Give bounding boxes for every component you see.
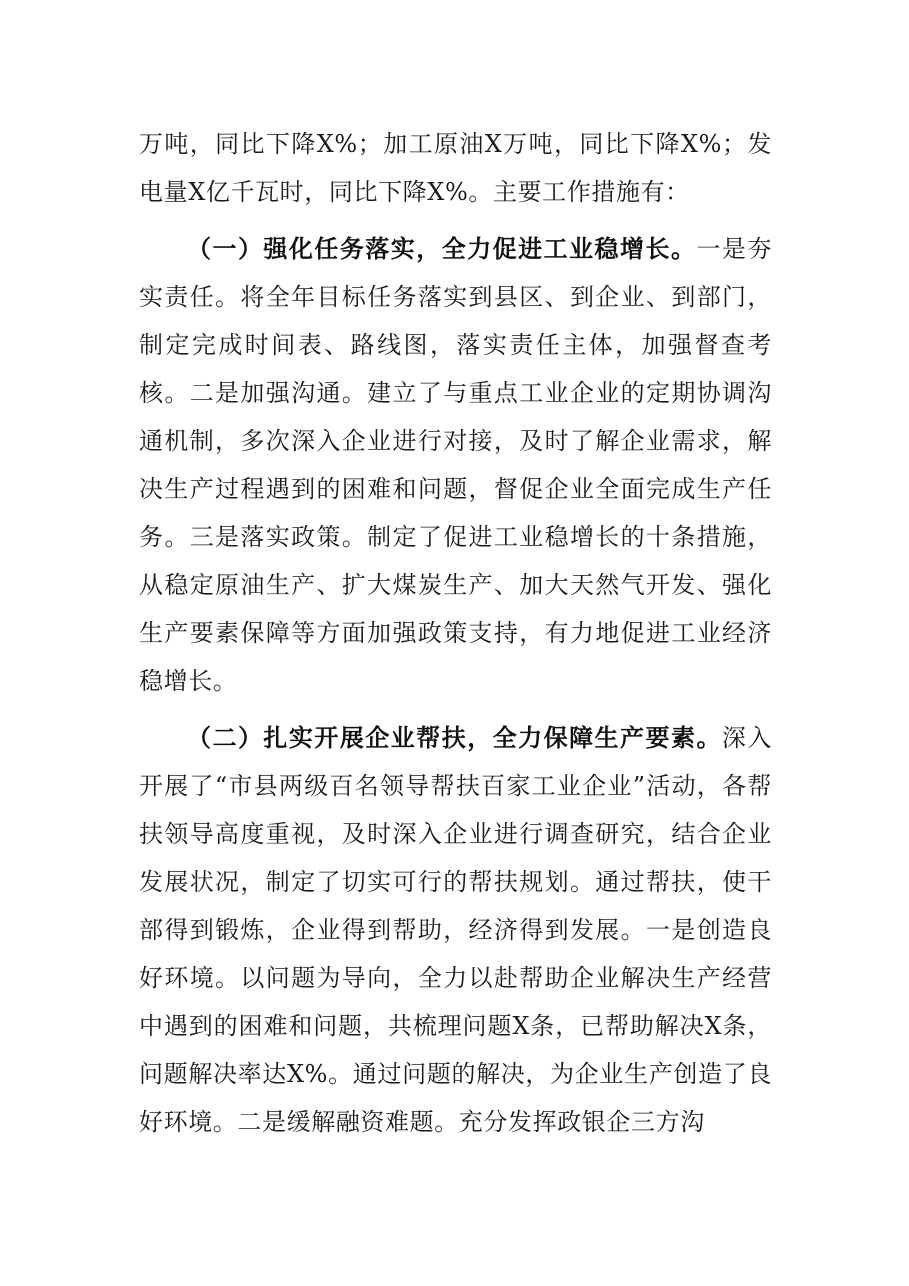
paragraph-section-1	[139, 225, 772, 705]
section-heading-1: （一）强化任务落实，全力促进工业稳增长。	[187, 234, 697, 263]
paragraph-continuation	[139, 120, 772, 216]
document-body	[139, 120, 772, 1146]
paragraph-section-2	[139, 714, 772, 1146]
paragraph-text: 万吨，同比下降X%；加工原油X万吨，同比下降X%；发电量X亿千瓦时，同比下降X%。主要工作措施有：	[139, 130, 772, 206]
section-heading-2: （二）扎实开展企业帮扶，全力保障生产要素。	[187, 723, 722, 752]
paragraph-text: 一是夯实责任。将全年目标任务落实到县区、到企业、到部门，制定完成时间表、路线图，落实责任主体，加强督查考核。二是加强沟通。建立了与重点工业企业的定期协调沟通机制，多次深入企业进行对接，及时了解企业需求，解决生产过程遇到的困难和问题，督促企业全面完成生产任务。三是落实政策。制定了促进工业稳增长的十条措施，从稳定原油生产、扩大煤炭生产、加大天然气开发、强化生产要素保障等方面加强政策支持，有力地促进工业经济稳增长。	[139, 235, 772, 695]
paragraph-text: 深入开展了“市县两级百名领导帮扶百家工业企业”活动，各帮扶领导高度重视，及时深入企业进行调查研究，结合企业发展状况，制定了切实可行的帮扶规划。通过帮扶，使干部得到锻炼，企业得到帮助，经济得到发展。一是创造良好环境。以问题为导向，全力以赴帮助企业解决生产经营中遇到的困难和问题，共梳理问题X条，已帮助解决X条，问题解决率达X%。通过问题的解决，为企业生产创造了良好环境。二是缓解融资难题。充分发挥政银企三方沟	[139, 724, 772, 1136]
